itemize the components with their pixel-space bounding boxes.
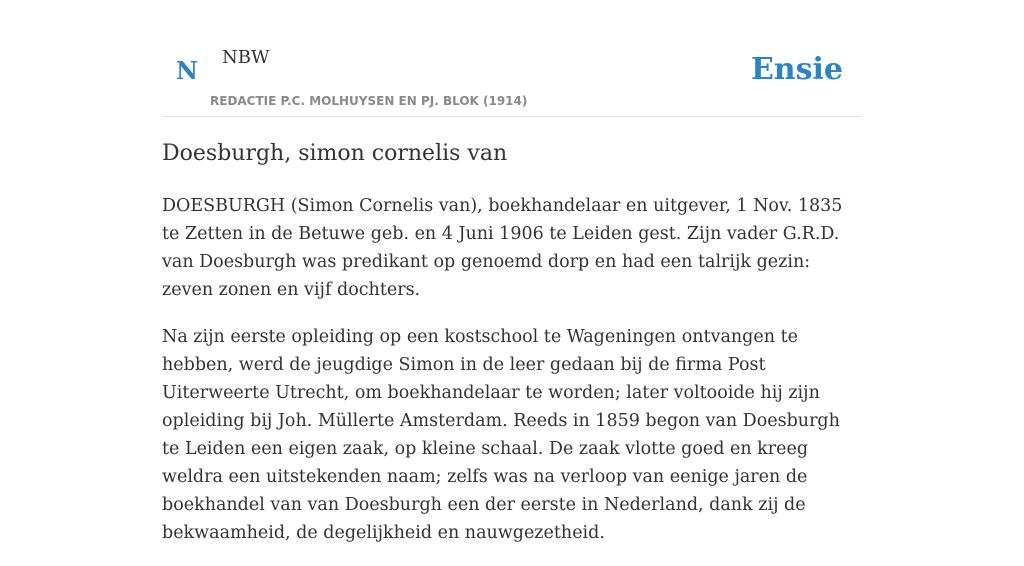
brand-logo[interactable]: Ensie [750,52,843,87]
paragraph: DOESBURGH (Simon Cornelis van), boekhandelaar en uitgever, 1 Nov. 1835 te Zetten in de Betuwe geb. en 4 Juni 1906 te Leiden gest. Zijn vader G.R.D. van Doesburgh was predikant op genoemd dorp en had een talrijk gezin: zeven zonen en vijf dochters. [162,196,843,300]
header [162,0,862,117]
source-name[interactable]: NBW [222,47,270,68]
source-credit: REDACTIE P.C. MOLHUYSEN EN PJ. BLOK (1914) [210,94,528,108]
source-badge[interactable]: N [176,56,198,85]
article-body [162,192,862,566]
paragraph: Na zijn eerste opleiding op een kostschool te Wageningen ontvangen te hebben, werd de jeugdige Simon in de leer gedaan bij de firma Post Uiterweerte Utrecht, om boekhandelaar te worden; later voltooide hij zijn opleiding bij Joh. Müllerte Amsterdam. Reeds in 1859 begon van Doesburgh te Leiden een eigen zaak, op kleine schaal. De zaak vlotte goed en kreeg weldra een uitstekenden naam; zelfs was na verloop van eenige jaren de boekhandel van van Doesburgh een der eerste in Nederland, dank zij de bekwaamheid, de degelijkheid en nauwgezetheid. [162,327,840,543]
page-title: Doesburgh, simon cornelis van [162,141,508,166]
